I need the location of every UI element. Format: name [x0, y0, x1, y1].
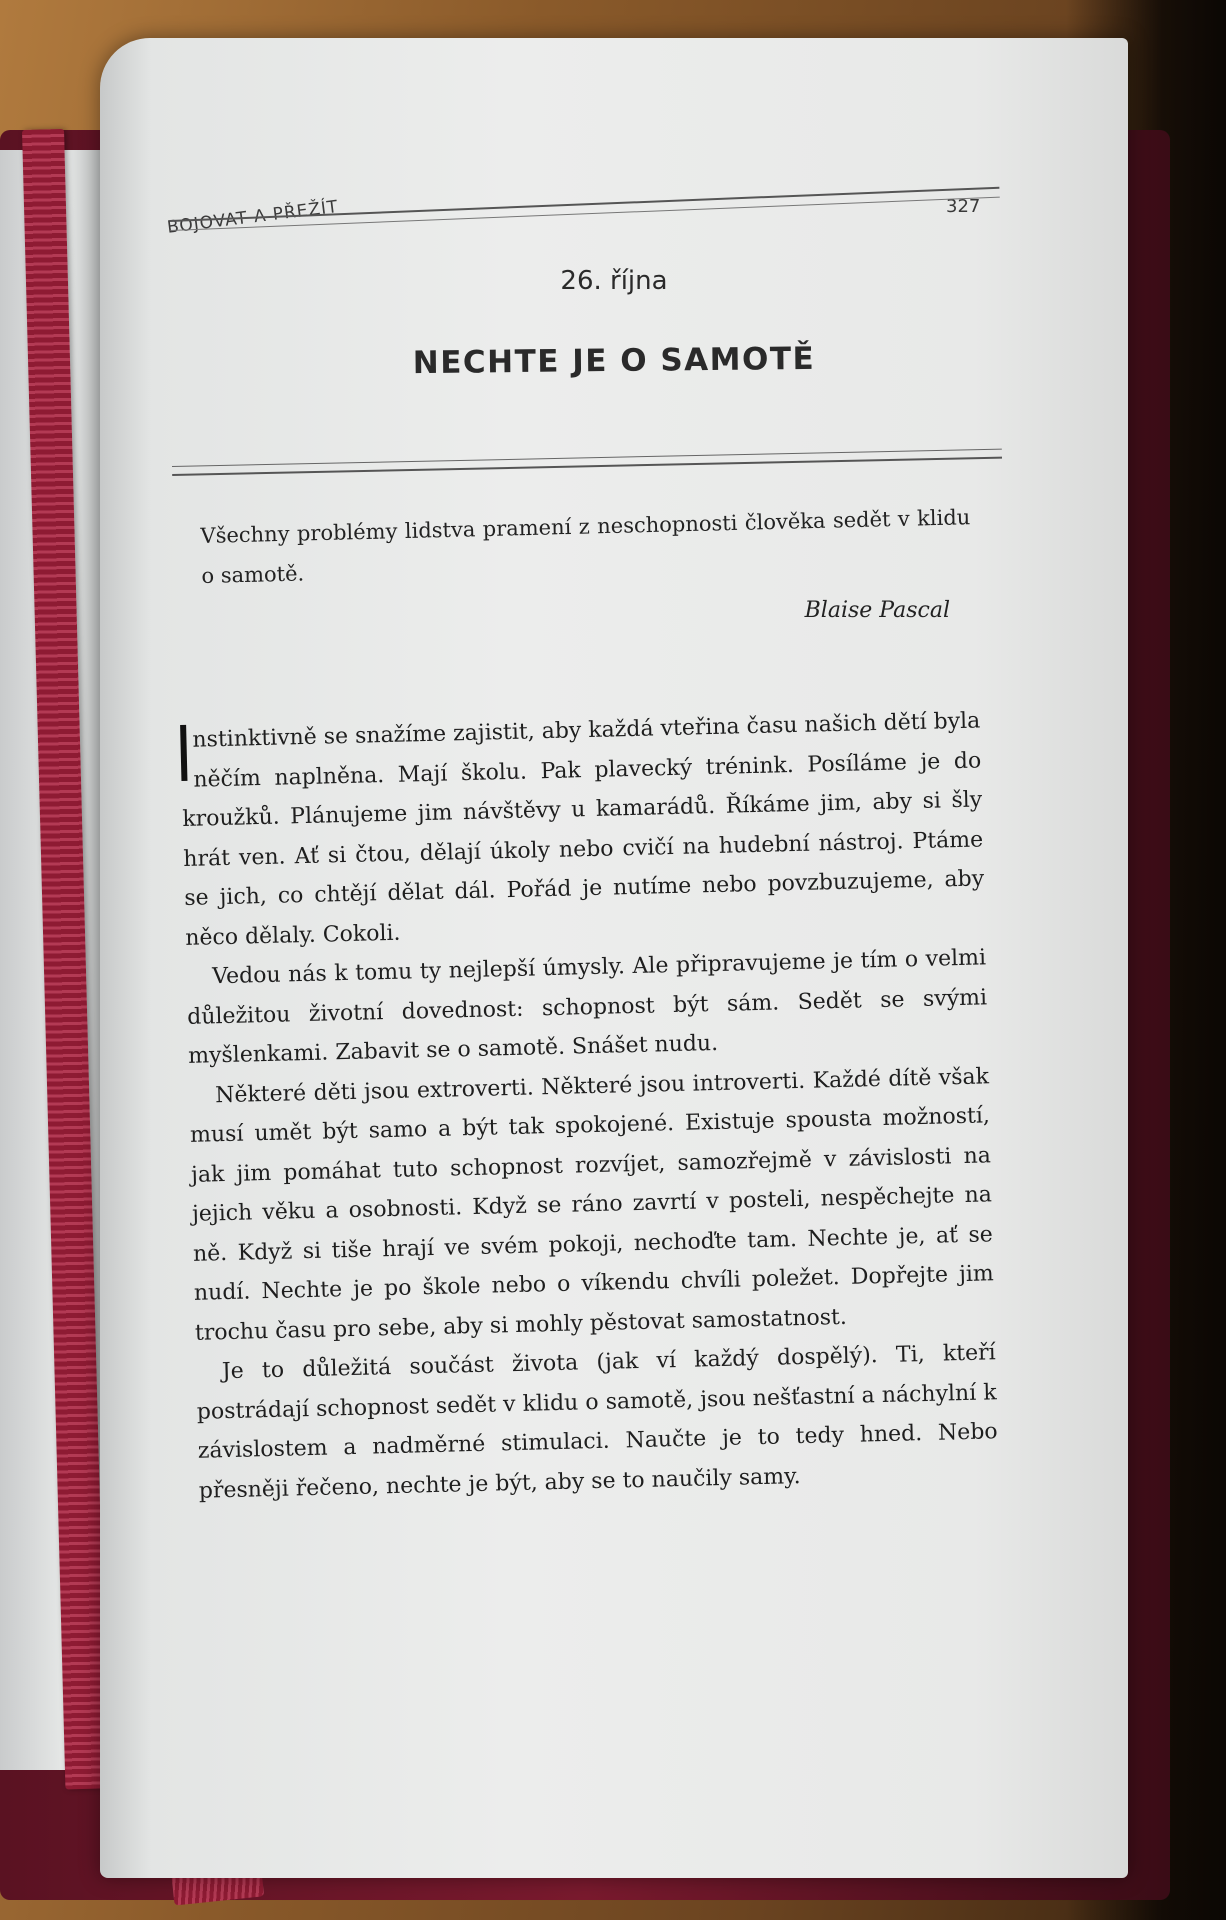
drop-cap: [180, 725, 187, 781]
body-text: [180, 701, 999, 1510]
epigraph-author: Blaise Pascal: [804, 598, 950, 623]
paragraph: Vedou nás k tomu ty nejlepší úmysly. Ale připravujeme je tím o velmi důležitou životní dovednost: schopnost být sám. Sedět se svými myšlenkami. Zabavit se o samotě. Snášet nudu.: [186, 945, 988, 1069]
entry-title: NECHTE JE O SAMOTĚ: [412, 340, 816, 382]
paragraph: [180, 701, 986, 957]
epigraph-quote: Všechny problémy lidstva pramení z neschopnosti člověka sedět v klidu o samotě.: [200, 505, 971, 588]
paragraph: Je to důležitá součást života (jak ví každý dospělý). Ti, kteří postrádají schopnost sedět v klidu o samotě, jsou nešťastní a náchylní k závislostem a nadměrné stimulaci. Naučte je to tedy hned. Nebo přesněji řečeno, nechte je být, aby se to naučily samy.: [196, 1340, 998, 1504]
book-page: [100, 38, 1128, 1878]
entry-date: 26. října: [560, 266, 668, 296]
page-number: 327: [946, 196, 981, 217]
paragraph-text: nstinktivně se snažíme zajistit, aby každá vteřina času našich dětí byla něčím naplněna. Mají školu. Pak plavecký trénink. Posíláme je do kroužků. Plánujeme jim návštěvy u kamarádů. Říkáme jim, aby si šly hrát ven. Ať si čtou, dělají úkoly nebo cvičí na hudební nástroj. Ptáme se jich, co chtějí dělat dál. Pořád je nutíme nebo povzbuzujeme, aby něco dělaly. Cokoli.: [182, 708, 985, 951]
paragraph: Některé děti jsou extroverti. Některé jsou introverti. Každé dítě však musí umět být samo a být tak spokojené. Existuje spousta možností, jak jim pomáhat tuto schopnost rozvíjet, samozřejmě v závislosti na jejich věku a osobnosti. Když se ráno zavrtí v posteli, nespěchejte na ně. Když si tiše hrají ve svém pokoji, nechoďte tam. Nechte je, ať se nudí. Nechte je po škole nebo o víkendu chvíli poležet. Dopřejte jim trochu času pro sebe, aby si mohly pěstovat samostatnost.: [189, 1063, 995, 1346]
title-rule: [172, 449, 1002, 476]
running-header: BOJOVAT A PŘEŽÍT: [166, 196, 340, 238]
